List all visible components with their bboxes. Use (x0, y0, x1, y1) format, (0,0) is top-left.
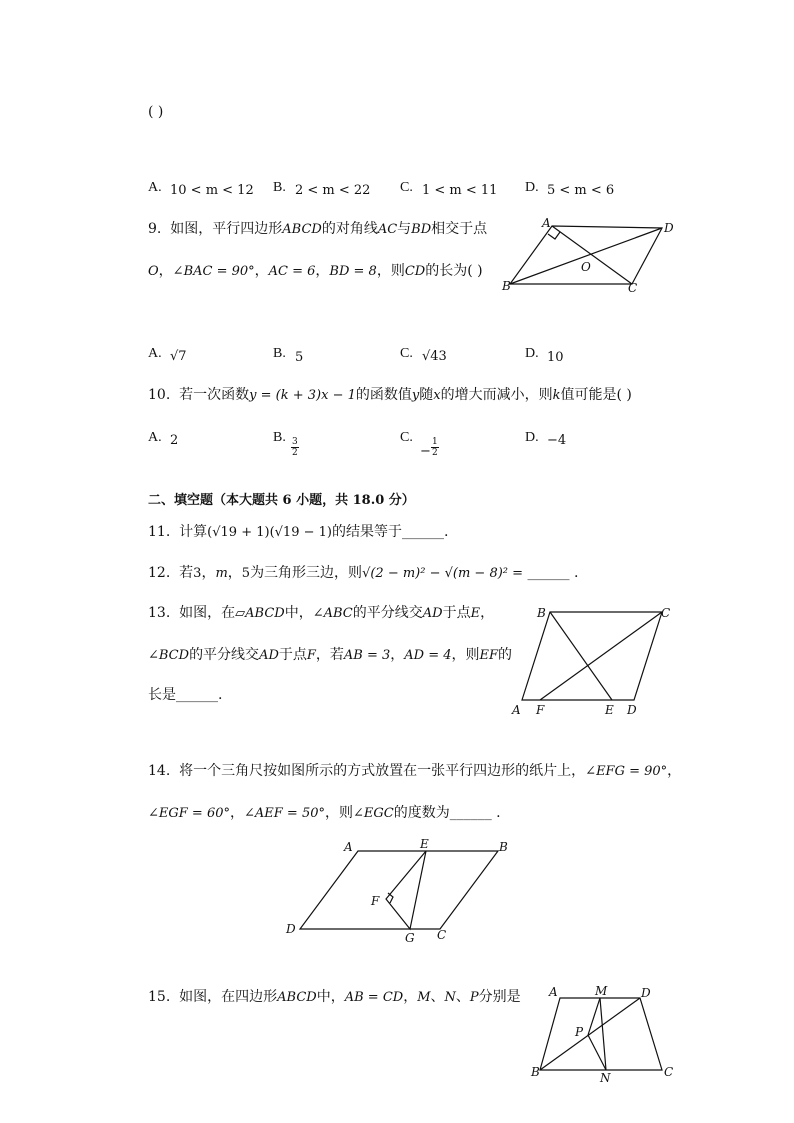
question-text (148, 990, 521, 1004)
label-d: D (627, 703, 637, 717)
math: AD (259, 648, 279, 663)
math: 5 (241, 566, 251, 581)
numerator: 1 (432, 437, 438, 447)
option-label: A. (148, 430, 162, 445)
label-a: A (542, 216, 551, 230)
option-value: 10 < m < 12 (170, 183, 254, 198)
text: 的度数为 (393, 805, 450, 821)
text: 、 (430, 989, 445, 1005)
text: 计算 (179, 524, 208, 540)
option-label: C. (400, 430, 413, 445)
quadrilateral-figure-q15 (528, 980, 688, 1085)
text: 长是 (148, 687, 176, 703)
option-value: 5 (295, 350, 304, 365)
math: E (470, 606, 481, 621)
text: 的函数值 (355, 387, 412, 403)
text: ， (403, 989, 418, 1005)
answer-blank: ______ (176, 687, 218, 703)
text: ， (227, 565, 242, 581)
label-d: D (664, 221, 674, 235)
question-text (148, 606, 494, 620)
section-heading: 二、填空题（本大题共 6 小题，共 18.0 分） (148, 493, 415, 508)
label-a: A (549, 985, 558, 999)
math: M (417, 990, 431, 1005)
option-value: √7 (170, 349, 187, 364)
text: 若一次函数 (179, 387, 250, 403)
minus-sign: − (420, 444, 431, 459)
math: F (306, 648, 316, 663)
math: ∠AEF = 50° (244, 806, 325, 821)
text: 为三角形三边，则 (250, 565, 363, 581)
math: (√19 + 1)(√19 − 1) (207, 525, 332, 540)
label-b: B (499, 840, 508, 854)
text: ，则 (325, 805, 353, 821)
question-number: 13. (148, 605, 171, 621)
diagonal-ac (552, 226, 632, 284)
question-number: 9. (148, 221, 162, 237)
text: 的平分线交 (189, 647, 260, 663)
math: ABCD (282, 222, 322, 237)
label-f: F (536, 703, 545, 717)
option-label: B. (273, 430, 286, 445)
bisector-cf (540, 612, 662, 700)
math: ∠BAC = 90° (172, 264, 255, 279)
label-b: B (531, 1065, 540, 1079)
question-number: 14. (148, 763, 171, 779)
diagonal-bd (510, 228, 662, 284)
text: . (496, 805, 501, 821)
label-b: B (502, 279, 511, 293)
text: ，则 (376, 263, 405, 279)
option-label: D. (525, 430, 539, 445)
question-text (148, 388, 632, 402)
parallelogram-abcd (522, 612, 662, 700)
text: 于点 (278, 647, 307, 663)
math: AC = 6 (268, 264, 316, 279)
math: P (469, 990, 479, 1005)
math: ∠EGC (353, 806, 394, 821)
question-number: 12. (148, 565, 171, 581)
text: 如图，在 (179, 605, 236, 621)
text: 分别是 (478, 989, 521, 1005)
label-b: B (537, 606, 546, 620)
option-label: A. (148, 346, 162, 361)
text: 的结果等于 (331, 524, 402, 540)
option-label: B. (273, 180, 286, 195)
label-c: C (437, 928, 447, 942)
text: 的平分线交 (352, 605, 423, 621)
question-number: 15. (148, 989, 171, 1005)
question-text (148, 688, 222, 702)
question-12 (148, 566, 578, 580)
label-p: P (575, 1025, 584, 1039)
text: ， (158, 263, 173, 279)
text: 的 (498, 647, 513, 663)
math: ∠EGF = 60° (148, 806, 230, 821)
math: BD = 8 (329, 264, 377, 279)
option-value: 2 (170, 433, 179, 448)
label-a: A (344, 840, 353, 854)
text: 于点 (442, 605, 471, 621)
math: ABCD (277, 990, 317, 1005)
text: 随 (419, 387, 434, 403)
math: m (215, 566, 228, 581)
label-d: D (286, 922, 296, 936)
label-n: N (600, 1071, 611, 1085)
text: 、 (455, 989, 470, 1005)
option-value: 10 (547, 350, 564, 365)
option-label: B. (273, 346, 286, 361)
option-label: D. (525, 346, 539, 361)
parallelogram-triangle-figure-q14 (280, 835, 520, 947)
text: 若 (179, 565, 194, 581)
answer-blank: ______ (401, 524, 444, 540)
text: . (218, 687, 223, 703)
text: . (573, 565, 579, 581)
text: ， (230, 805, 244, 821)
label-g: G (405, 931, 415, 945)
math: ∠EFG = 90° (585, 764, 668, 779)
segment-mp (588, 998, 600, 1035)
text: 的对角线 (321, 221, 378, 237)
option-value: 5 < m < 6 (547, 183, 615, 198)
label-o: O (581, 260, 591, 274)
text: ， (390, 647, 405, 663)
text: ，若 (315, 647, 344, 663)
text: ， (480, 605, 495, 621)
text: 的长为( ) (425, 263, 483, 279)
diagonal-bd (540, 998, 640, 1070)
text: 中， (316, 989, 345, 1005)
text: 与 (397, 221, 412, 237)
math: AD (422, 606, 443, 621)
question-text (148, 764, 681, 778)
text: 将一个三角尺按如图所示的方式放置在一张平行四边形的纸片上， (179, 763, 586, 779)
parallelogram-figure-q13 (508, 600, 678, 722)
text: 如图，平行四边形 (170, 221, 283, 237)
text: ，则 (451, 647, 480, 663)
question-text (148, 648, 512, 662)
question-text (148, 222, 487, 236)
math: k (552, 388, 561, 403)
numerator: 3 (292, 437, 298, 447)
option-label: C. (400, 346, 413, 361)
math: x (433, 388, 441, 403)
text: ， (667, 763, 682, 779)
label-e: E (420, 837, 429, 851)
math: CD (404, 264, 426, 279)
denominator: 2 (432, 448, 438, 458)
option-value: √43 (422, 349, 447, 364)
label-e: E (605, 703, 614, 717)
option-value: 2 < m < 22 (295, 183, 371, 198)
math: y (411, 388, 420, 403)
math: y = (k + 3)x − 1 (249, 388, 356, 403)
option-label: D. (525, 180, 539, 195)
math: AD = 4 (404, 648, 452, 663)
question-text (148, 806, 501, 820)
parallelogram-figure-q9 (498, 212, 688, 302)
math: AC (377, 222, 398, 237)
answer-paren: ( ) (148, 104, 164, 120)
answer-blank: ______ (527, 565, 570, 581)
option-value: −4 (547, 433, 567, 448)
text: 的增大而减小，则 (440, 387, 553, 403)
triangle-efg (386, 851, 426, 929)
option-value: 1 < m < 11 (422, 183, 498, 198)
text: ， (315, 263, 330, 279)
option-label: C. (400, 180, 413, 195)
right-angle-mark (548, 232, 560, 239)
math: N (444, 990, 456, 1005)
math: √(2 − m)² − √(m − 8)² = (362, 566, 524, 581)
label-c: C (664, 1065, 674, 1079)
math: AB = 3 (343, 648, 391, 663)
question-number: 11. (148, 524, 171, 540)
option-label: A. (148, 180, 162, 195)
text: 相交于点 (431, 221, 488, 237)
math: BD (411, 222, 432, 237)
text: ， (201, 565, 216, 581)
fraction-one-half (431, 437, 439, 458)
fraction-three-halves (291, 437, 299, 458)
math: ∠ABC (312, 606, 353, 621)
text: . (443, 524, 449, 540)
question-number: 10. (148, 387, 171, 403)
math: O (148, 264, 159, 279)
label-c: C (628, 281, 638, 295)
text: ， (254, 263, 269, 279)
math: EF (479, 648, 499, 663)
parallelogram-abcd (300, 851, 498, 929)
label-m: M (595, 984, 608, 998)
label-a: A (512, 703, 521, 717)
math: 3 (193, 566, 202, 581)
denominator: 2 (292, 448, 298, 458)
label-c: C (661, 606, 671, 620)
answer-blank: ______ (449, 805, 492, 821)
text: 如图，在四边形 (179, 989, 278, 1005)
label-d: D (641, 986, 651, 1000)
math: AB = CD (344, 990, 404, 1005)
label-f: F (371, 894, 380, 908)
math: ∠BCD (148, 648, 190, 663)
text: 值可能是( ) (560, 387, 632, 403)
math: ▱ABCD (235, 606, 285, 621)
question-text (148, 264, 483, 278)
text: 中， (284, 605, 313, 621)
question-11 (148, 525, 448, 539)
